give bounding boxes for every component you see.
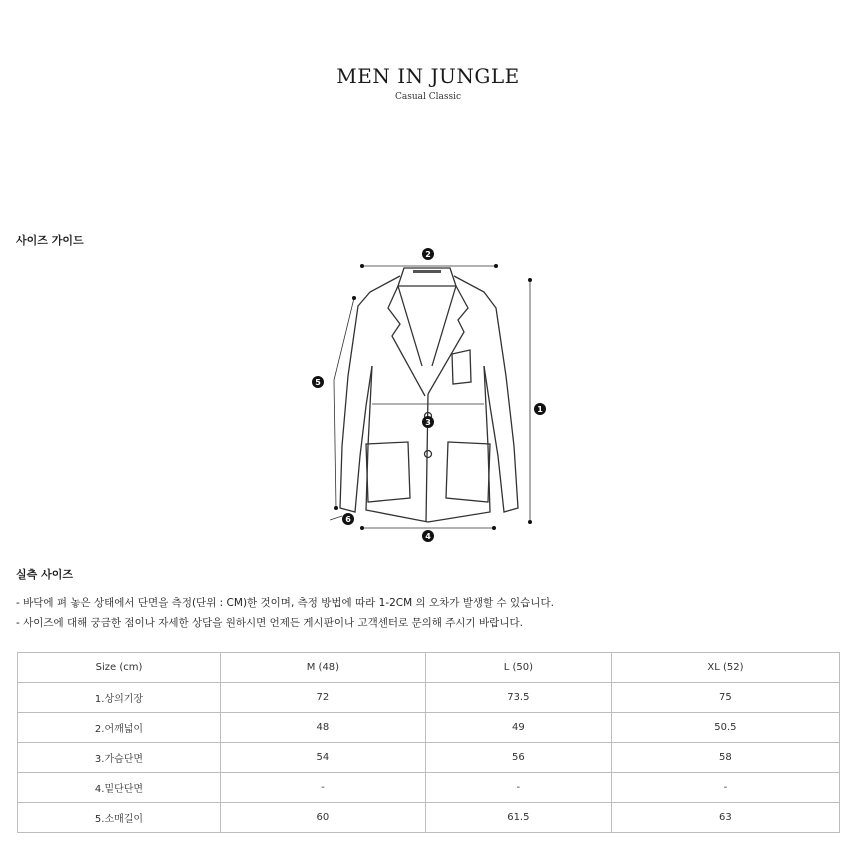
marker-3: [422, 416, 434, 428]
row-label: 3.가슴단면: [18, 743, 221, 773]
measurement-lines: [330, 266, 530, 528]
marker-4: [422, 530, 434, 542]
table-cell: 49: [425, 713, 611, 743]
table-row: [18, 803, 840, 833]
brand-tagline: Casual Classic: [394, 92, 462, 102]
brand-name: MEN IN JUNGLE: [336, 64, 520, 88]
marker-5: [312, 376, 324, 388]
table-header-row: [18, 653, 840, 683]
inquiry-note: - 사이즈에 대해 궁금한 점이나 자세한 상담을 원하시면 언제든 게시판이나 고객센터로 문의해 주시기 바랍니다.: [16, 617, 523, 629]
table-cell: 73.5: [425, 683, 611, 713]
svg-text:3: 3: [425, 418, 431, 427]
marker-6: [342, 513, 354, 525]
row-label: 5.소매길이: [18, 803, 221, 833]
header-cell: M (48): [221, 653, 426, 683]
row-label: 2.어깨넓이: [18, 713, 221, 743]
header-cell: Size (cm): [18, 653, 221, 683]
actual-size-title: 실측 사이즈: [16, 568, 73, 581]
brand-header: [0, 64, 856, 102]
marker-2: [422, 248, 434, 260]
svg-text:4: 4: [425, 532, 431, 541]
table-cell: 58: [611, 743, 839, 773]
table-cell: 50.5: [611, 713, 839, 743]
size-table: [17, 652, 840, 833]
header-cell: L (50): [425, 653, 611, 683]
marker-1: [534, 403, 546, 415]
table-cell: 63: [611, 803, 839, 833]
header-cell: XL (52): [611, 653, 839, 683]
measurement-note: - 바닥에 펴 놓은 상태에서 단면을 측정(단위 : CM)한 것이며, 측정 방법에 따라 1-2CM 의 오차가 발생할 수 있습니다.: [16, 597, 554, 609]
table-cell: -: [425, 773, 611, 803]
svg-text:5: 5: [315, 378, 321, 387]
table-row: [18, 773, 840, 803]
size-guide-title: 사이즈 가이드: [16, 234, 84, 247]
svg-text:2: 2: [425, 250, 431, 259]
table-cell: 75: [611, 683, 839, 713]
table-cell: 48: [221, 713, 426, 743]
table-row: [18, 713, 840, 743]
table-cell: 61.5: [425, 803, 611, 833]
jacket-outline: [340, 268, 518, 522]
table-row: [18, 683, 840, 713]
table-cell: -: [221, 773, 426, 803]
jacket-measurement-diagram: [300, 246, 560, 546]
table-cell: 60: [221, 803, 426, 833]
svg-text:1: 1: [537, 405, 543, 414]
table-cell: 56: [425, 743, 611, 773]
table-cell: 72: [221, 683, 426, 713]
row-label: 1.상의기장: [18, 683, 221, 713]
table-cell: 54: [221, 743, 426, 773]
table-row: [18, 743, 840, 773]
svg-text:6: 6: [345, 515, 351, 524]
row-label: 4.밑단단면: [18, 773, 221, 803]
table-cell: -: [611, 773, 839, 803]
